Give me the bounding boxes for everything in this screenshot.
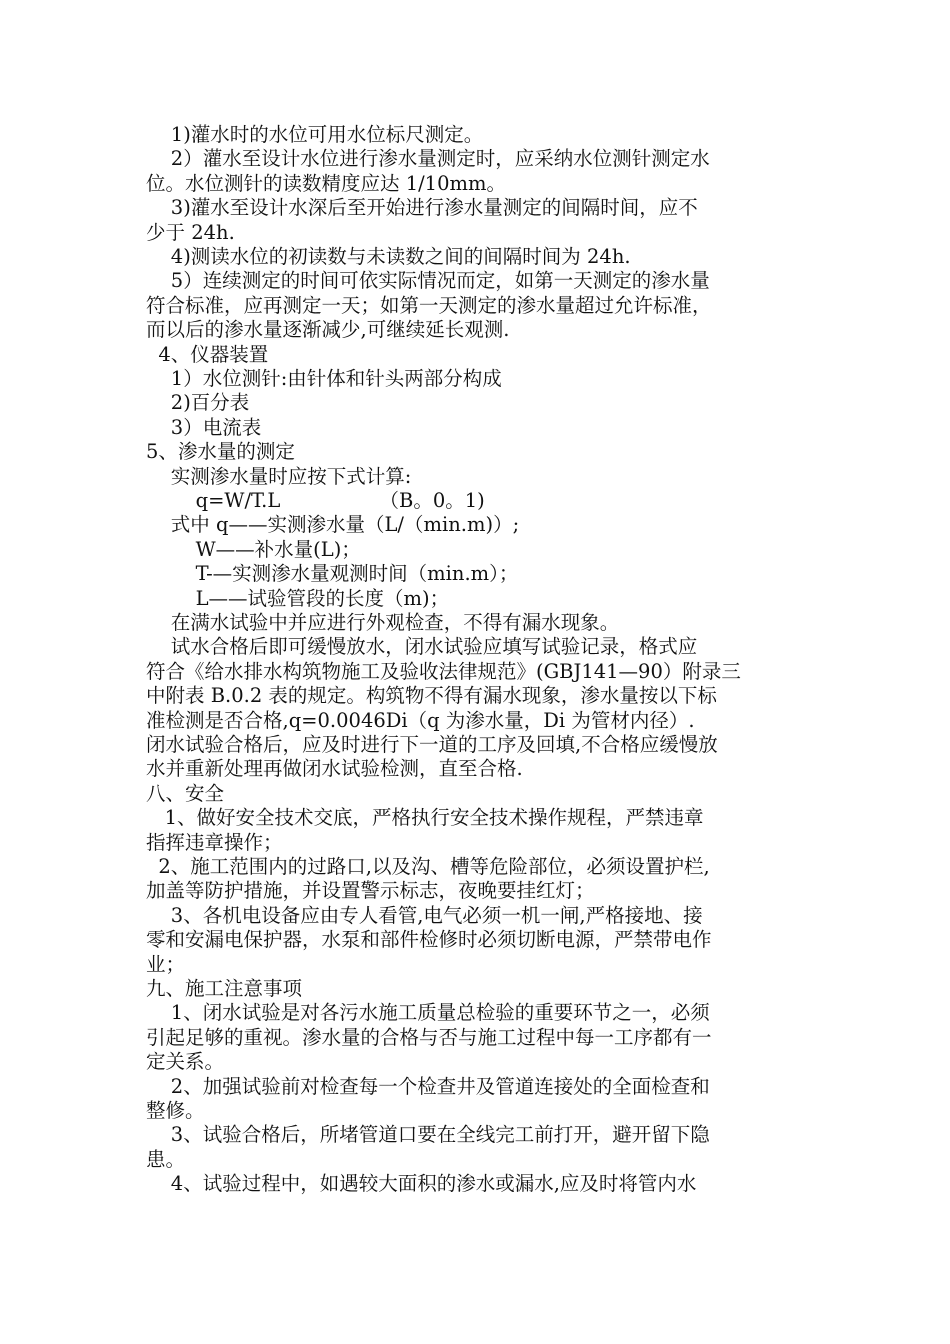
text-line: 3）电流表 xyxy=(146,415,262,439)
text-line: 在满水试验中并应进行外观检查，不得有漏水现象。 xyxy=(146,611,620,634)
text-line: 3、各机电设备应由专人看管,电气必须一机一闸,严格接地、接 xyxy=(146,903,703,927)
text-line: 1）水位测针:由针体和针头两部分构成 xyxy=(146,367,502,390)
text-line: L——试验管段的长度（m)； xyxy=(146,586,450,610)
text-line: 引起足够的重视。渗水量的合格与否与施工过程中每一工序都有一 xyxy=(146,1025,712,1049)
text-line: 定关系。 xyxy=(146,1050,225,1074)
text-line: 准检测是否合格,q=0.0046Di（q 为渗水量，Di 为管材内径）. xyxy=(146,708,695,732)
text-line: 4、试验过程中，如遇较大面积的渗水或漏水,应及时将管内水 xyxy=(146,1172,697,1196)
text-line: T-—实测渗水量观测时间（min.m）； xyxy=(146,562,519,586)
text-line: 1、闭水试验是对各污水施工质量总检验的重要环节之一，必须 xyxy=(146,1001,710,1025)
text-line: 4)测读水位的初读数与未读数之间的间隔时间为 24h. xyxy=(146,245,631,268)
text-line: 实测渗水量时应按下式计算: xyxy=(146,464,412,488)
text-line: 2、加强试验前对检查每一个检查井及管道连接处的全面检查和 xyxy=(146,1074,710,1098)
text-line: 2)百分表 xyxy=(146,391,250,415)
text-line: 符合标准，应再测定一天；如第一天测定的渗水量超过允许标准， xyxy=(146,293,712,317)
text-line: 水并重新处理再做闭水试验检测，直至合格. xyxy=(146,757,523,781)
text-line: 2、施工范围内的过路口,以及沟、槽等危险部位，必须设置护栏, xyxy=(146,855,710,878)
text-line: 位。水位测针的读数精度应达 1/10mm。 xyxy=(146,171,506,195)
text-line: 4、仪器装置 xyxy=(146,342,269,366)
text-line: 试水合格后即可缓慢放水，闭水试验应填写试验记录，格式应 xyxy=(146,635,698,659)
text-line: 3)灌水至设计水深后至开始进行渗水量测定的间隔时间，应不 xyxy=(146,196,698,220)
text-line: 九、施工注意事项 xyxy=(146,977,303,1000)
text-line: 整修。 xyxy=(146,1099,205,1122)
text-line: 1、做好安全技术交底，严格执行安全技术操作规程，严禁违章 xyxy=(146,806,704,830)
text-line: 中附表 B.0.2 表的规定。构筑物不得有漏水现象，渗水量按以下标 xyxy=(146,684,717,708)
text-line: q=W/T.L （B。0。1) xyxy=(146,489,485,512)
text-line: 少于 24h. xyxy=(146,220,235,244)
text-line: 5、渗水量的测定 xyxy=(146,440,295,464)
text-line: 患。 xyxy=(146,1147,186,1171)
text-line: 1)灌水时的水位可用水位标尺测定。 xyxy=(146,123,484,146)
text-line: W——补水量(L)； xyxy=(146,537,361,561)
text-line: 指挥违章操作； xyxy=(146,830,283,854)
text-line: 而以后的渗水量逐渐减少,可继续延长观测. xyxy=(146,318,510,342)
text-line: 八、安全 xyxy=(146,781,225,805)
text-line: 3、试验合格后，所堵管道口要在全线完工前打开，避开留下隐 xyxy=(146,1123,710,1147)
text-line: 5）连续测定的时间可依实际情况而定，如第一天测定的渗水量 xyxy=(146,269,710,293)
text-line: 闭水试验合格后，应及时进行下一道的工序及回填,不合格应缓慢放 xyxy=(146,733,718,756)
text-line: 零和安漏电保护器，水泵和部件检修时必须切断电源，严禁带电作 xyxy=(146,928,712,952)
text-line: 2）灌水至设计水位进行渗水量测定时，应采纳水位测针测定水 xyxy=(146,147,710,171)
text-line: 符合《给水排水构筑物施工及验收法律规范》(GBJ141—90）附录三 xyxy=(146,659,741,683)
text-line: 式中 q——实测渗水量（L/（min.m)）; xyxy=(146,513,520,537)
text-line: 加盖等防护措施，并设置警示标志，夜晚要挂红灯； xyxy=(146,879,595,903)
text-line: 业； xyxy=(146,952,186,976)
